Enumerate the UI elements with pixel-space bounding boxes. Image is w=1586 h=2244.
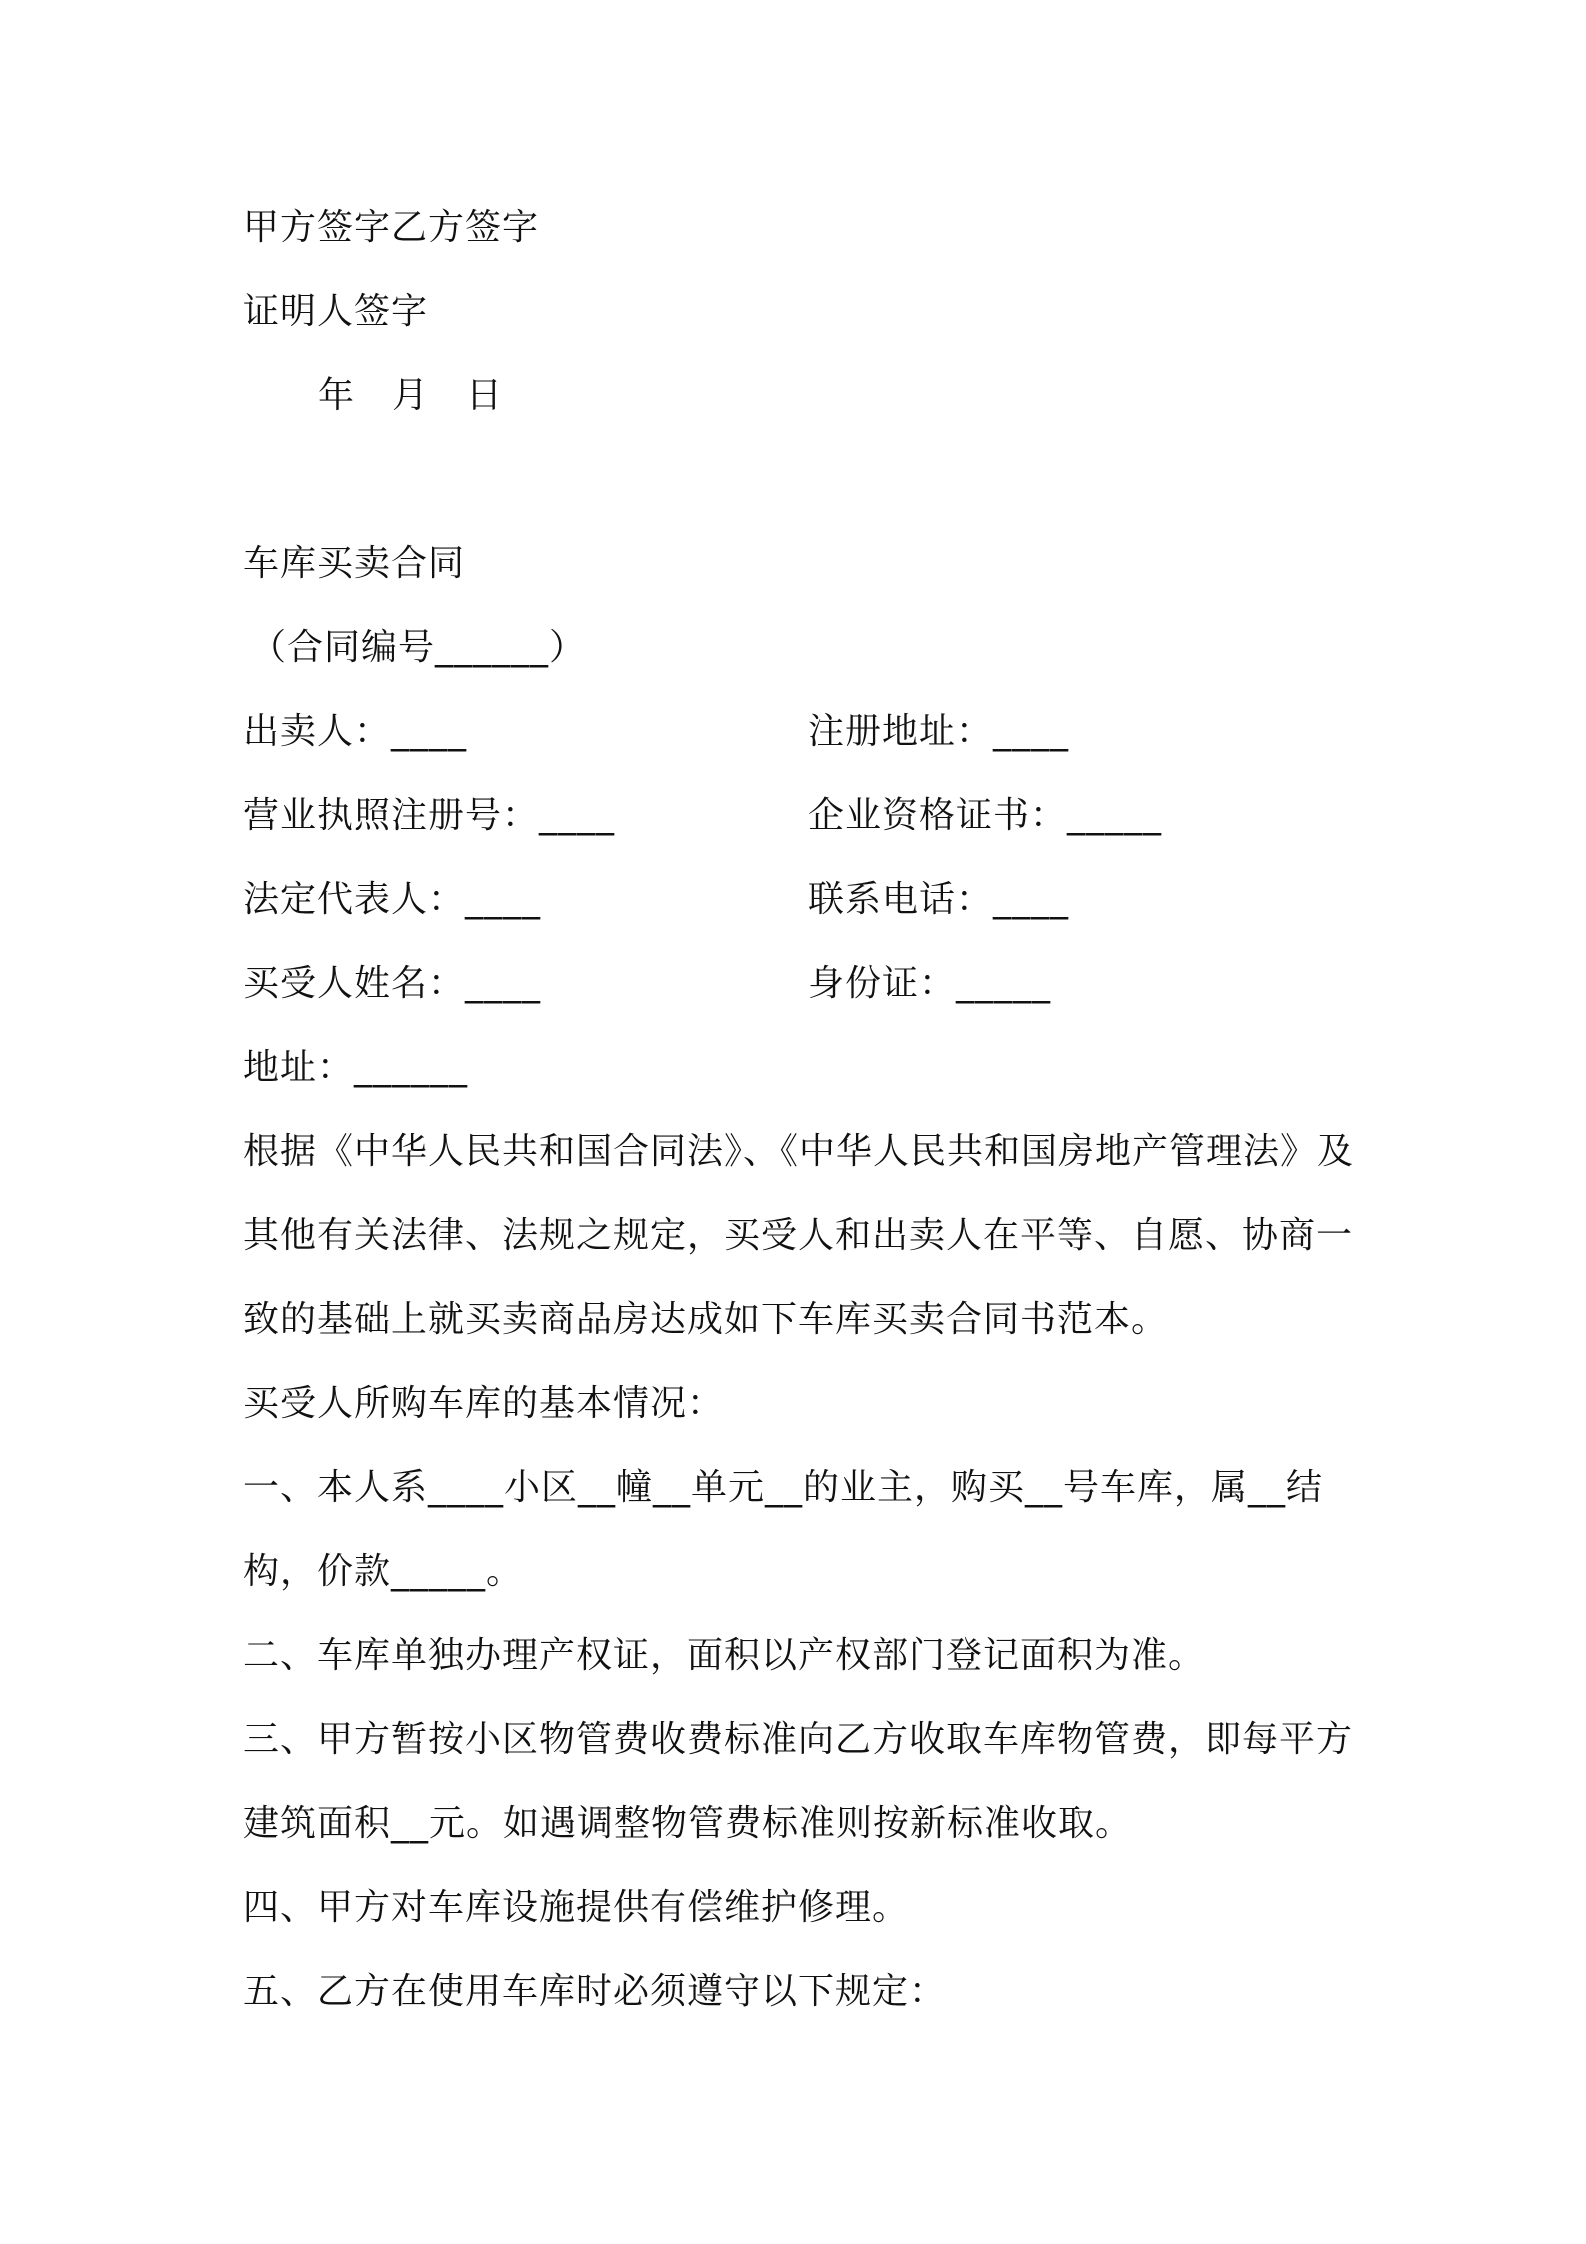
date-line: 年 月 日	[318, 375, 504, 416]
clause-1-continued: 构，价款_____。	[243, 1551, 524, 1592]
license-number-field: 营业执照注册号：____	[243, 795, 616, 836]
paragraph-line: 根据《中华人民共和国合同法》、《中华人民共和国房地产管理法》及	[243, 1131, 1355, 1172]
clause-3: 三、甲方暂按小区物管费收费标准向乙方收取车库物管费，即每平方	[243, 1719, 1354, 1760]
seller-field: 出卖人：____	[243, 711, 468, 752]
party-signatures: 甲方签字乙方签字	[243, 207, 540, 248]
contract-title: 车库买卖合同	[243, 543, 466, 584]
id-card-field: 身份证：_____	[808, 963, 1052, 1004]
reg-address-field: 注册地址：____	[808, 711, 1070, 752]
buyer-name-field: 买受人姓名：____	[243, 963, 542, 1004]
legal-rep-field: 法定代表人：____	[243, 879, 542, 920]
paragraph-line: 其他有关法律、法规之规定，买受人和出卖人在平等、自愿、协商一	[243, 1215, 1354, 1256]
address-field: 地址：______	[243, 1047, 469, 1088]
basic-info-heading: 买受人所购车库的基本情况：	[243, 1383, 725, 1424]
paragraph-line: 致的基础上就买卖商品房达成如下车库买卖合同书范本。	[243, 1299, 1169, 1340]
clause-3-continued: 建筑面积__元。如遇调整物管费标准则按新标准收取。	[243, 1803, 1133, 1844]
qualification-field: 企业资格证书：_____	[808, 795, 1163, 836]
clause-2: 二、车库单独办理产权证，面积以产权部门登记面积为准。	[243, 1635, 1206, 1676]
witness-signature: 证明人签字	[243, 291, 429, 332]
clause-1: 一、本人系____小区__幢__单元__的业主，购买__号车库，属__结	[243, 1467, 1324, 1508]
clause-4: 四、甲方对车库设施提供有偿维护修理。	[243, 1887, 910, 1928]
phone-field: 联系电话：____	[808, 879, 1070, 920]
contract-number: （合同编号______）	[250, 627, 587, 668]
clause-5: 五、乙方在使用车库时必须遵守以下规定：	[243, 1971, 947, 2012]
